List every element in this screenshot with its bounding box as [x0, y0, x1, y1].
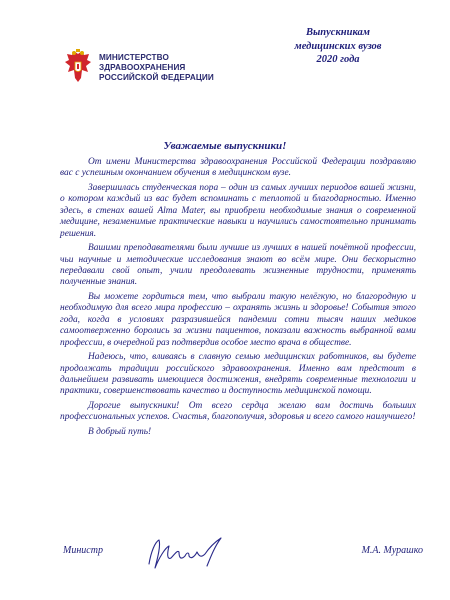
paragraph: Вы можете гордиться тем, что выбрали такую нелёгкую, но благородную и необходимую для всего мира профессию – охранять жизнь и здоровье! События этого года, когда в условиях разразившейся пандемии сотни тысяч наших медиков самоотверженно боролись за жизни пациентов, показали важность выбранной вами профессии, в очередной раз подтвердив особое место врача в обществе.: [60, 292, 416, 348]
addressee-line: 2020 года: [316, 54, 360, 65]
signer-role: Министр: [63, 545, 103, 556]
handwritten-signature-icon: [141, 534, 231, 574]
coat-of-arms-icon: [63, 48, 93, 88]
paragraph: Вашими преподавателями были лучшие из лучших в нашей почётной профессии, чьи научные и методические исследования знают во всём мире. Они бескорыстно передавали свой опыт, учили преодолевать жизненные трудности, применять полученные знания.: [60, 243, 416, 288]
paragraph: Надеюсь, что, вливаясь в славную семью медицинских работников, вы будете продолжать традиции российского здравоохранения. Именно вам предстоит в дальнейшем развивать имеющиеся достижения, внедрять современные технологии и практики, совершенствовать качество и доступность медицинской помощи.: [60, 352, 416, 397]
ministry-name-line: ЗДРАВООХРАНЕНИЯ: [99, 63, 186, 72]
ministry-header: [63, 48, 214, 88]
addressee-line: медицинских вузов: [294, 40, 382, 52]
ministry-name-line: МИНИСТЕРСТВО: [99, 53, 169, 62]
letter-body: [60, 157, 416, 442]
salutation: Уважаемые выпускники!: [163, 140, 287, 152]
paragraph: От имени Министерства здравоохранения Российской Федерации поздравляю вас с успешным окончанием обучения в медицинском вузе.: [60, 157, 416, 179]
addressee-block: [268, 26, 408, 67]
ministry-name-line: РОССИЙСКОЙ ФЕДЕРАЦИИ: [99, 73, 214, 82]
addressee-line: Выпускникам: [306, 27, 370, 38]
ministry-name: [99, 53, 214, 83]
closing-line: В добрый путь!: [88, 427, 152, 438]
signer-name: М.А. Мурашко: [361, 545, 423, 556]
paragraph: Дорогие выпускники! От всего сердца желаю вам достичь больших профессиональных успехов. Счастья, благополучия, здоровья и всего самого наилучшего!: [60, 401, 416, 423]
signature-row: [63, 542, 423, 582]
paragraph: Завершилась студенческая пора – один из самых лучших периодов вашей жизни, о котором каждый из вас будет вспоминать с теплотой и благодарностью. Именно здесь, в стенах вашей Alma Mater, вы приобрели необходимые знания о современной медицине, незаменимые практические навыки и научились самостоятельно принимать решения.: [60, 183, 416, 239]
